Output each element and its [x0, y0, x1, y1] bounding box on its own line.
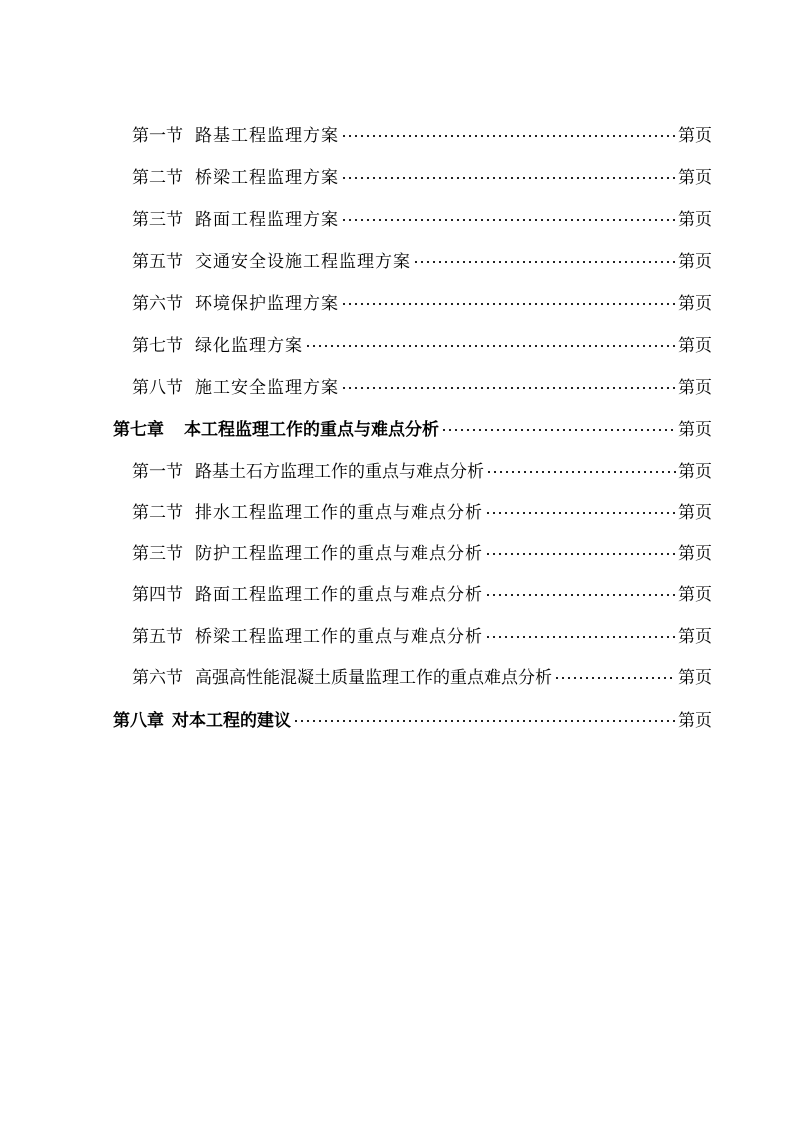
- toc-entry-section[interactable]: [132, 162, 712, 188]
- toc-section-number: 第六节: [132, 667, 183, 688]
- toc-section-number: 第七节: [132, 335, 183, 356]
- toc-entry-chapter[interactable]: [113, 414, 712, 440]
- dot-leader: [341, 134, 676, 138]
- toc-section-number: 第四节: [132, 584, 183, 605]
- dot-leader: [554, 676, 676, 680]
- toc-page-label: 第页: [678, 667, 712, 688]
- toc-section-title: 交通安全设施工程监理方案: [195, 251, 411, 272]
- toc-page-label: 第页: [678, 293, 712, 314]
- toc-page-label: 第页: [678, 584, 712, 605]
- dot-leader: [485, 635, 676, 639]
- toc-section-number: 第五节: [132, 626, 183, 647]
- toc-section-number: 第三节: [132, 543, 183, 564]
- toc-section-number: 第三节: [132, 209, 183, 230]
- toc-section-title: 桥梁工程监理工作的重点与难点分析: [195, 626, 483, 647]
- toc-entry-section[interactable]: [132, 288, 712, 314]
- toc-entry-section[interactable]: [132, 497, 712, 523]
- toc-chapter-title: 对本工程的建议: [172, 710, 291, 731]
- dot-leader: [441, 428, 676, 432]
- toc-entry-chapter[interactable]: [113, 705, 712, 731]
- toc-section-number: 第一节: [132, 125, 183, 146]
- toc-page-label: 第页: [678, 377, 712, 398]
- toc-entry-section[interactable]: [132, 246, 712, 272]
- toc-section-title: 路面工程监理工作的重点与难点分析: [195, 584, 483, 605]
- dot-leader: [413, 260, 676, 264]
- toc-section-title: 防护工程监理工作的重点与难点分析: [195, 543, 483, 564]
- toc-section-title: 路基工程监理方案: [195, 125, 339, 146]
- dot-leader: [485, 552, 676, 556]
- dot-leader: [341, 176, 676, 180]
- dot-leader: [341, 218, 676, 222]
- toc-section-title: 排水工程监理工作的重点与难点分析: [195, 502, 483, 523]
- dot-leader: [486, 470, 676, 474]
- toc-page-label: 第页: [678, 419, 712, 440]
- toc-entry-section[interactable]: [132, 662, 712, 688]
- toc-entry-section[interactable]: [132, 538, 712, 564]
- dot-leader: [341, 386, 676, 390]
- dot-leader: [293, 719, 676, 723]
- toc-page-label: 第页: [678, 543, 712, 564]
- toc-section-title: 桥梁工程监理方案: [195, 167, 339, 188]
- toc-page-label: 第页: [678, 335, 712, 356]
- toc-section-title: 路面工程监理方案: [195, 209, 339, 230]
- toc-chapter-title: 本工程监理工作的重点与难点分析: [184, 419, 439, 440]
- toc-page-label: 第页: [678, 502, 712, 523]
- toc-section-number: 第二节: [132, 502, 183, 523]
- toc-entry-section[interactable]: [132, 204, 712, 230]
- toc-section-number: 第五节: [132, 251, 183, 272]
- toc-entry-section[interactable]: [132, 372, 712, 398]
- toc-entry-section[interactable]: [132, 456, 712, 482]
- toc-chapter-number: 第八章: [113, 710, 164, 731]
- toc-entry-section[interactable]: [132, 621, 712, 647]
- toc-page-label: 第页: [678, 710, 712, 731]
- toc-section-number: 第一节: [132, 461, 183, 482]
- toc-section-title: 高强高性能混凝土质量监理工作的重点难点分析: [195, 667, 552, 688]
- dot-leader: [341, 302, 676, 306]
- toc-section-number: 第六节: [132, 293, 183, 314]
- toc-chapter-number: 第七章: [113, 419, 164, 440]
- toc-section-title: 施工安全监理方案: [195, 377, 339, 398]
- toc-section-title: 绿化监理方案: [195, 335, 303, 356]
- toc-page-label: 第页: [678, 167, 712, 188]
- dot-leader: [485, 511, 676, 515]
- toc-entry-section[interactable]: [132, 330, 712, 356]
- toc-entry-section[interactable]: [132, 120, 712, 146]
- toc-page-label: 第页: [678, 626, 712, 647]
- toc-section-number: 第八节: [132, 377, 183, 398]
- toc-page-label: 第页: [678, 461, 712, 482]
- toc-section-number: 第二节: [132, 167, 183, 188]
- dot-leader: [485, 593, 676, 597]
- toc-page-label: 第页: [678, 125, 712, 146]
- toc-section-title: 路基土石方监理工作的重点与难点分析: [195, 461, 484, 482]
- toc-entry-section[interactable]: [132, 579, 712, 605]
- dot-leader: [305, 344, 676, 348]
- toc-section-title: 环境保护监理方案: [195, 293, 339, 314]
- toc-page-label: 第页: [678, 251, 712, 272]
- toc-page-label: 第页: [678, 209, 712, 230]
